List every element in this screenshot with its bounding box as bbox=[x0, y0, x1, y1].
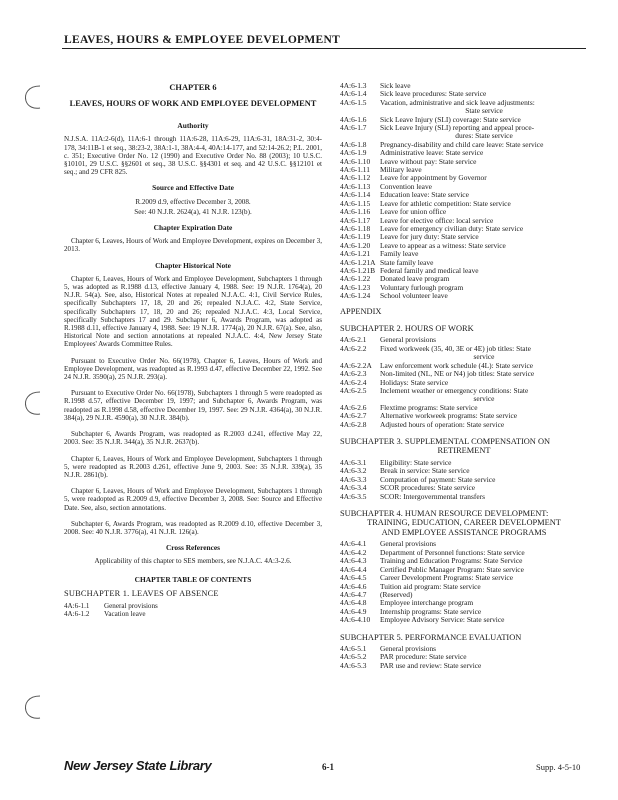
subchapter-2-heading: SUBCHAPTER 2. HOURS OF WORK bbox=[340, 323, 474, 333]
history-paragraph: Subchapter 6, Awards Program, was readopted as R.2009 d.10, effective December 3, 2008. See: 40 N.J.R. 3776(a), 41 N.J.R. 126(a). bbox=[64, 519, 322, 536]
toc-number: 4A:6-1.12 bbox=[340, 173, 371, 183]
crossref-heading: Cross References bbox=[165, 543, 221, 553]
history-paragraph: Subchapter 6, Awards Program, was readopted as R.2003 d.241, effective May 22, 2003. See: 35 N.J.R. 344(a), 35 N.J.R. 2637(b). bbox=[64, 430, 322, 447]
toc-title-continuation: dures: State service bbox=[455, 131, 513, 141]
toc-title bbox=[380, 662, 588, 670]
toc-title: General provisions bbox=[104, 601, 158, 610]
toc-entry bbox=[340, 174, 588, 182]
toc-number: 4A:6-4.3 bbox=[340, 556, 367, 566]
toc-number: 4A:6-2.4 bbox=[340, 377, 367, 387]
toc-number: 4A:6-2.1 bbox=[340, 335, 367, 345]
toc-number: 4A:6-1.14 bbox=[340, 190, 371, 200]
toc-number: 4A:6-2.2A bbox=[340, 360, 372, 370]
toc-title-text: Leave for elective office: local service bbox=[380, 215, 494, 225]
punch-hole-icon bbox=[20, 82, 46, 112]
toc-title-text: Convention leave bbox=[380, 181, 432, 191]
toc-title-text: Career Development Programs: State service bbox=[380, 573, 513, 583]
toc-entry bbox=[340, 292, 588, 300]
running-header: LEAVES, HOURS & EMPLOYEE DEVELOPMENT bbox=[64, 34, 341, 46]
subchapter-4-heading-line: SUBCHAPTER 4. HUMAN RESOURCE DEVELOPMENT: bbox=[340, 508, 549, 518]
toc-title bbox=[380, 616, 588, 624]
toc-title-text: Voluntary furlough program bbox=[380, 282, 464, 292]
toc-number: 4A:6-4.7 bbox=[340, 589, 367, 599]
toc-title-text: Employee interchange program bbox=[380, 598, 474, 608]
history-paragraph: Chapter 6, Leaves, Hours of Work and Employee Development, Subchapters 1 through 5, were readopted as R.2009 d.9, effective December 3, 2008. See: Source and Effective Date. See, also, section annotations. bbox=[64, 487, 322, 512]
toc-title-text: Leave for appointment by Governor bbox=[380, 173, 487, 183]
toc-number: 4A:6-1.11 bbox=[340, 165, 370, 175]
toc-entry bbox=[340, 616, 588, 624]
subchapter-1-heading: SUBCHAPTER 1. LEAVES OF ABSENCE bbox=[64, 588, 219, 598]
toc-title-text: Pregnancy-disability and child care leave: State service bbox=[380, 139, 544, 149]
toc-title-text: Internship programs: State service bbox=[380, 606, 482, 616]
expiration-heading: Chapter Expiration Date bbox=[153, 223, 233, 233]
toc-title-text: State family leave bbox=[380, 257, 434, 267]
toc-number: 4A:6-1.8 bbox=[340, 139, 367, 149]
history-heading: Chapter Historical Note bbox=[155, 260, 231, 270]
toc-title bbox=[380, 421, 588, 429]
toc-number: 4A:6-1.24 bbox=[340, 291, 371, 301]
toc-number: 4A:6-1.21A bbox=[340, 257, 376, 267]
subchapter-4-heading-line: AND EMPLOYEE ASSISTANCE PROGRAMS bbox=[381, 527, 547, 537]
supplement-date: Supp. 4-5-10 bbox=[536, 762, 581, 772]
toc-title-text: Leave to appear as a witness: State service bbox=[380, 240, 506, 250]
toc-entry bbox=[340, 421, 588, 429]
punch-hole-icon bbox=[20, 388, 46, 418]
toc-title-text: Leave without pay: State service bbox=[380, 156, 477, 166]
toc-number: 4A:6-1.1 bbox=[64, 601, 90, 610]
toc-title-text: Flextime programs: State service bbox=[380, 402, 478, 412]
toc-title-text: Leave for emergency civilian duty: State service bbox=[380, 223, 524, 233]
toc-number: 4A:6-1.3 bbox=[340, 81, 367, 90]
toc-title-text: Employee Advisory Service: State service bbox=[380, 615, 505, 625]
subchapter-3-heading-line: RETIREMENT bbox=[437, 446, 491, 456]
toc-title-text: Education leave: State service bbox=[380, 190, 469, 200]
chapter-number: CHAPTER 6 bbox=[169, 83, 217, 92]
source-line: R.2009 d.9, effective December 3, 2008. bbox=[135, 197, 251, 206]
toc-entry bbox=[340, 242, 588, 250]
toc-title-continuation: State service bbox=[465, 106, 503, 116]
toc-title-text: Leave for union office bbox=[380, 207, 447, 217]
right-column bbox=[340, 82, 588, 670]
authority-text: N.J.S.A. 11A:2-6(d), 11A:6-1 through 11A:6-28, 11A:6-29, 11A:6-31, 18A:31-2, 30:4-178, 34:11B-1 et seq., 38:23-2, 38A:1-1, 38A:4-4, 40A:14-177, and 52:14-26.2; P.L. 2001, c. 351; Executive Order No. 12 (1990) and Executive Order No. 88 (2003); 10 U.S.C. §10101, 29 U.S.C. §§2601 et seq., 38 U.S.C. §§4301 et seq. and 42 U.S.C. §§12101 et seq.; and 29 CFR 825. bbox=[64, 135, 322, 177]
toc-number: 4A:6-4.4 bbox=[340, 564, 367, 574]
page-number: 6-1 bbox=[322, 762, 334, 772]
toc-entry bbox=[340, 275, 588, 283]
source-line: See: 40 N.J.R. 2624(a), 41 N.J.R. 123(b). bbox=[134, 207, 252, 216]
toc-number: 4A:6-1.5 bbox=[340, 97, 367, 107]
toc-number: 4A:6-5.2 bbox=[340, 652, 367, 662]
history-paragraph: Pursuant to Executive Order No. 66(1978), Chapter 6, Leaves, Hours of Work and Employee Development, was readopted as R.1993 d.47, effective December 22, 1992. See 24 N.J.R. 3590(a), 25 N.J.R. 293(a). bbox=[64, 356, 322, 382]
subchapter-3-heading-line: SUBCHAPTER 3. SUPPLEMENTAL COMPENSATION ON bbox=[340, 436, 551, 446]
toc-title-text: Inclement weather or emergency conditions: State bbox=[380, 385, 529, 395]
toc-title-text: Sick leave bbox=[380, 81, 411, 90]
subchapter-5-list bbox=[340, 645, 588, 670]
toc-title-continuation: service bbox=[473, 394, 495, 404]
toc-title-text: Leave for jury duty: State service bbox=[380, 232, 479, 242]
toc-heading: CHAPTER TABLE OF CONTENTS bbox=[134, 574, 252, 584]
toc-number: 4A:6-1.22 bbox=[340, 274, 371, 284]
subchapter-4-heading bbox=[340, 509, 588, 538]
toc-number: 4A:6-1.23 bbox=[340, 282, 371, 292]
toc-number: 4A:6-1.6 bbox=[340, 114, 367, 124]
toc-title-text: General provisions bbox=[380, 539, 437, 549]
toc-number: 4A:6-4.1 bbox=[340, 539, 367, 549]
toc-number: 4A:6-4.10 bbox=[340, 615, 371, 625]
subchapter-3-list bbox=[340, 459, 588, 501]
toc-entry bbox=[340, 124, 588, 141]
toc-title-text: Holidays: State service bbox=[380, 377, 449, 387]
history-paragraph: Chapter 6, Leaves, Hours of Work and Employee Development, Subchapters 1 through 5, were readopted as R.2003 d.261, effective June 9, 2003. See: 35 N.J.R. 339(a), 35 N.J.R. 2861(b). bbox=[64, 454, 322, 479]
toc-number: 4A:6-1.19 bbox=[340, 232, 371, 242]
header-rule bbox=[62, 48, 586, 49]
toc-entry bbox=[64, 610, 322, 618]
toc-title-text: Law enforcement work schedule (4L): State service bbox=[380, 360, 534, 370]
toc-title-text: Alternative workweek programs: State service bbox=[380, 411, 518, 421]
toc-title-text: Sick leave procedures: State service bbox=[380, 89, 487, 99]
toc-title-text: SCOR procedures: State service bbox=[380, 483, 476, 493]
toc-title-text: Adjusted hours of operation: State service bbox=[380, 419, 505, 429]
toc-number: 4A:6-2.5 bbox=[340, 385, 367, 395]
toc-title-text: PAR use and review: State service bbox=[380, 660, 482, 670]
toc-number: 4A:6-4.9 bbox=[340, 606, 367, 616]
toc-title-text: General provisions bbox=[380, 644, 437, 654]
toc-number: 4A:6-5.1 bbox=[340, 644, 367, 654]
toc-title bbox=[380, 124, 588, 141]
toc-title-text: Vacation, administrative and sick leave adjustments: bbox=[380, 97, 535, 107]
subchapter-4-heading-line: TRAINING, EDUCATION, CAREER DEVELOPMENT bbox=[367, 518, 561, 528]
toc-entry bbox=[340, 250, 588, 258]
toc-title-text: Certified Public Manager Program: State service bbox=[380, 564, 524, 574]
toc-number: 4A:6-5.3 bbox=[340, 660, 367, 670]
toc-title-text: Military leave bbox=[380, 165, 422, 175]
toc-title-text: Family leave bbox=[380, 249, 419, 259]
toc-number: 4A:6-3.4 bbox=[340, 483, 367, 493]
library-stamp: New Jersey State Library bbox=[64, 758, 212, 773]
toc-number: 4A:6-1.2 bbox=[64, 610, 90, 619]
toc-number: 4A:6-4.2 bbox=[340, 547, 367, 557]
toc-title bbox=[380, 99, 588, 116]
toc-number: 4A:6-1.15 bbox=[340, 198, 371, 208]
subchapter-3-heading bbox=[340, 437, 588, 456]
toc-number: 4A:6-2.2 bbox=[340, 343, 367, 353]
subchapter-4-list bbox=[340, 540, 588, 624]
toc-title-text: Administrative leave: State service bbox=[380, 148, 484, 158]
appendix-label: APPENDIX bbox=[340, 306, 382, 316]
toc-number: 4A:6-1.13 bbox=[340, 181, 371, 191]
toc-title-text: Tuition aid program: State service bbox=[380, 581, 481, 591]
subchapter-2-list bbox=[340, 336, 588, 428]
toc-number: 4A:6-2.7 bbox=[340, 411, 367, 421]
toc-title-text: General provisions bbox=[380, 335, 437, 345]
toc-number: 4A:6-1.4 bbox=[340, 89, 367, 99]
toc-entry bbox=[340, 345, 588, 362]
toc-number: 4A:6-1.17 bbox=[340, 215, 371, 225]
toc-entry bbox=[340, 370, 588, 378]
chapter-title: LEAVES, HOURS OF WORK AND EMPLOYEE DEVELOPMENT bbox=[69, 99, 317, 109]
toc-number: 4A:6-2.3 bbox=[340, 369, 367, 379]
toc-title-text: Department of Personnel functions: State service bbox=[380, 547, 525, 557]
toc-title bbox=[380, 345, 588, 362]
toc-title-continuation: service bbox=[473, 352, 495, 362]
toc-title-text: Computation of payment: State service bbox=[380, 474, 496, 484]
toc-title-text: Leave for athletic competition: State service bbox=[380, 198, 511, 208]
left-column bbox=[64, 84, 322, 618]
toc-entry bbox=[340, 583, 588, 591]
toc-number: 4A:6-3.2 bbox=[340, 466, 367, 476]
toc-number: 4A:6-2.8 bbox=[340, 419, 367, 429]
subchapter-1-list bbox=[340, 82, 588, 301]
toc-number: 4A:6-3.1 bbox=[340, 457, 367, 467]
toc-number: 4A:6-1.7 bbox=[340, 123, 367, 133]
toc-number: 4A:6-1.18 bbox=[340, 223, 371, 233]
toc-number: 4A:6-1.20 bbox=[340, 240, 371, 250]
toc-number: 4A:6-3.3 bbox=[340, 474, 367, 484]
toc-title-text: SCOR: Intergovernmental transfers bbox=[380, 491, 485, 501]
toc-title bbox=[380, 387, 588, 404]
toc-title-text: (Reserved) bbox=[380, 589, 413, 599]
toc-number: 4A:6-4.6 bbox=[340, 581, 367, 591]
toc-title-text: Eligibility: State service bbox=[380, 457, 452, 467]
toc-title-text: Sick Leave Injury (SLI) coverage: State service bbox=[380, 114, 521, 124]
toc-number: 4A:6-1.16 bbox=[340, 207, 371, 217]
toc-title-text: PAR procedure: State service bbox=[380, 652, 467, 662]
history-paragraph: Chapter 6, Leaves, Hours of Work and Employee Development, Subchapters 1 through 5, was adopted as R.1988 d.13, effective January 4, 1988. See: 19 N.J.R. 1764(a), 20 N.J.R. 54(a). See, also, Historical Notes at repealed N.J.A.C. 4:1, Civil Service Rules, specifically Subchapters 17, 18, 20 and 26; repealed N.J.A.C. 4:2, State Service, specifically Subchapters 17, 18, 20 and 26; repealed N.J.A.C. 4:3, Local Service, specifically Subchapters 17 and 29. Subchapter 6, Awards Program, was adopted as R.1988 d.11, effective January 4, 1988. See: 19 N.J.R. 1774(a), 20 N.J.R. 67(a). See, also, Historical Note and section annotations at repealed N.J.A.C. 4:4, New Jersey State Employees' Awards Committee Rules. bbox=[64, 274, 322, 349]
toc-entry bbox=[340, 662, 588, 670]
toc-number: 4A:6-1.10 bbox=[340, 156, 371, 166]
toc-entry bbox=[340, 267, 588, 275]
toc-title-text: Sick Leave Injury (SLI) reporting and appeal proce- bbox=[380, 123, 535, 133]
toc-number: 4A:6-4.8 bbox=[340, 598, 367, 608]
toc-title-text: Break in service: State service bbox=[380, 466, 470, 476]
crossref-text: Applicability of this chapter to SES members, see N.J.A.C. 4A:3-2.6. bbox=[94, 557, 292, 566]
toc-number: 4A:6-1.21B bbox=[340, 265, 376, 275]
toc-number: 4A:6-4.5 bbox=[340, 573, 367, 583]
toc-title-text: Federal family and medical leave bbox=[380, 265, 479, 275]
toc-entry bbox=[340, 284, 588, 292]
toc-entry bbox=[340, 493, 588, 501]
source-heading: Source and Effective Date bbox=[152, 183, 234, 193]
history-paragraph: Pursuant to Executive Order No. 66(1978), Subchapters 1 through 5 were readopted as R.1998 d.57, effective December 19, 1997; and Subchapter 6, Awards Program, was readopted as R.1998 d.58, effective December 19, 1997. See: 29 N.J.R. 4364(a), 30 N.J.R. 384(a), 29 N.J.R. 4590(a), 30 N.J.R. 384(b). bbox=[64, 389, 322, 422]
punch-hole-icon bbox=[20, 692, 46, 722]
toc-entry bbox=[340, 99, 588, 116]
toc-number: 4A:6-2.6 bbox=[340, 402, 367, 412]
toc-title-text: School volunteer leave bbox=[380, 291, 448, 301]
toc-number: 4A:6-1.21 bbox=[340, 249, 371, 259]
authority-heading: Authority bbox=[177, 121, 209, 131]
toc-entry bbox=[340, 200, 588, 208]
toc-title-text: Fixed workweek (35, 40, 3E or 4E) job titles: State bbox=[380, 343, 531, 353]
toc-title bbox=[380, 292, 588, 300]
toc-title-text: Training and Education Programs: State Service bbox=[380, 556, 523, 566]
toc-title-text: Non-limited (NL, NE or N4) job titles: State service bbox=[380, 369, 535, 379]
expiration-text: Chapter 6, Leaves, Hours of Work and Employee Development, expires on December 3, 2013. bbox=[64, 237, 322, 254]
toc-number: 4A:6-1.9 bbox=[340, 148, 367, 158]
toc-entry bbox=[340, 158, 588, 166]
toc-entry bbox=[340, 387, 588, 404]
subchapter-5-heading: SUBCHAPTER 5. PERFORMANCE EVALUATION bbox=[340, 632, 522, 642]
toc-title bbox=[380, 493, 588, 501]
toc-entry bbox=[64, 602, 322, 610]
toc-title: Vacation leave bbox=[104, 610, 146, 619]
toc-title-text: Donated leave program bbox=[380, 274, 450, 284]
toc-number: 4A:6-3.5 bbox=[340, 491, 367, 501]
